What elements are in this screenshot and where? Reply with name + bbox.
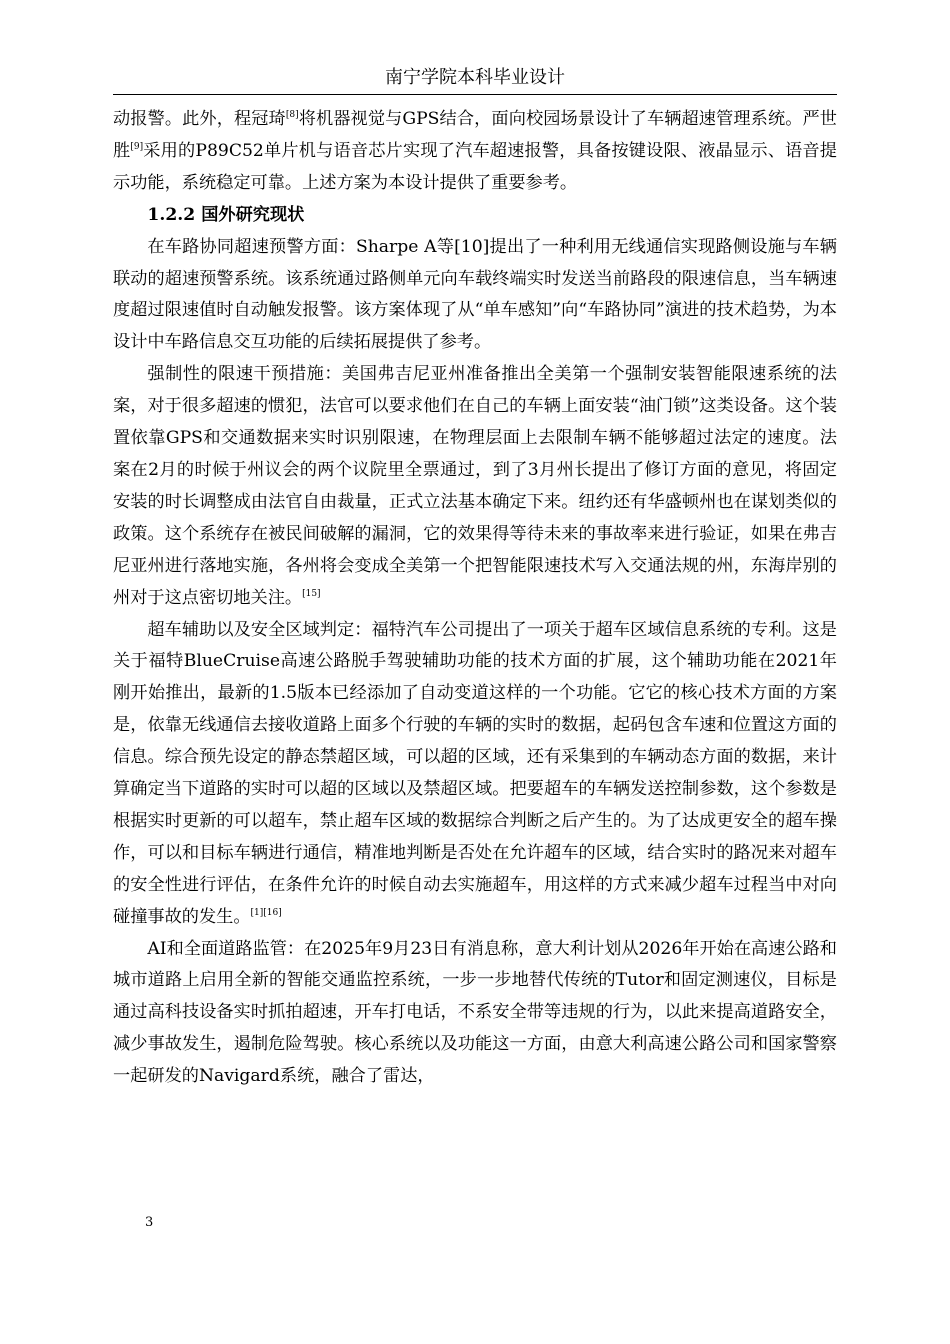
paragraph-v2x-warning [113, 232, 837, 360]
page-header-title: 南宁学院本科毕业设计 [385, 67, 565, 88]
citation-ref: [15] [302, 588, 321, 599]
document-body [113, 104, 837, 1093]
paragraph-ai-monitoring [113, 934, 837, 1094]
paragraph-domestic-continued [113, 104, 837, 200]
page-number: 3 [145, 1215, 154, 1230]
paragraph-speed-limit-enforcement [113, 359, 837, 614]
citation-ref: [1][16] [250, 907, 282, 918]
header-divider [113, 94, 837, 95]
paragraph-text: 超车辅助以及安全区域判定：福特汽车公司提出了一项关于超车区域信息系统的专利。这是关于福特BlueCruise高速公路脱手驾驶辅助功能的技术方面的扩展，这个辅助功能在2021年刚开始推出，最新的1.5版本已经添加了自动变道这样的一个功能。它它的核心技术方面的方案是，依靠无线通信去接收道路上面多个行驶的车辆的实时的数据，起码包含车速和位置这方面的信息。综合预先设定的静态禁超区域，可以超的区域，还有采集到的车辆动态方面的数据，来计算确定当下道路的实时可以超的区域以及禁超区域。把要超车的车辆发送控制参数，这个参数是根据实时更新的可以超车，禁止超车区域的数据综合判断之后产生的。为了达成更安全的超车操作，可以和目标车辆进行通信，精准地判断是否处在允许超车的区域，结合实时的路况来对超车的安全性进行评估，在条件允许的时候自动去实施超车，用这样的方式来减少超车过程当中对向碰撞事故的发生。 [113, 619, 837, 927]
paragraph-text: 动报警。此外，程冠琦 [113, 109, 286, 129]
paragraph-text: 采用的P89C52单片机与语音芯片实现了汽车超速报警，具备按键设限、液晶显示、语音提示功能，系统稳定可靠。上述方案为本设计提供了重要参考。 [113, 140, 837, 193]
paragraph-overtake-assist [113, 615, 837, 934]
citation-ref: [8] [285, 110, 299, 120]
paragraph-text: AI和全面道路监管：在2025年9月23日有消息称，意大利计划从2026年开始在高速公路和城市道路上启用全新的智能交通监控系统，一步一步地替代传统的Tutor和固定测速仪，目标是通过高科技设备实时抓拍超速，开车打电话，不系安全带等违规的行为，以此来提高道路安全，减少事故发生，遏制危险驾驶。核心系统以及功能这一方面，由意大利高速公路公司和国家警察一起研发的Navigard系统，融合了雷达， [113, 938, 837, 1087]
paragraph-text: 将机器视觉与GPS结合，面向校园场景设计了车辆超速管理系统。严世胜 [113, 109, 837, 161]
citation-ref: [9] [130, 141, 144, 152]
section-heading: 1.2.2 国外研究现状 [147, 204, 305, 225]
paragraph-text: 强制性的限速干预措施：美国弗吉尼亚州准备推出全美第一个强制安装智能限速系统的法案，对于很多超速的惯犯，法官可以要求他们在自己的车辆上面安装“油门锁”这类设备。这个装置依靠GPS和交通数据来实时识别限速，在物理层面上去限制车辆不能够超过法定的速度。法案在2月的时候于州议会的两个议院里全票通过，到了3月州长提出了修订方面的意见，将固定安装的时长调整成由法官自由裁量，正式立法基本确定下来。纽约还有华盛顿州也在谋划类似的政策。这个系统存在被民间破解的漏洞，它的效果得等待未来的事故率来进行验证，如果在弗吉尼亚州进行落地实施，各州将会变成全美第一个把智能限速技术写入交通法规的州，东海岸别的州对于这点密切地关注。 [113, 364, 837, 608]
paragraph-text: 在车路协同超速预警方面：Sharpe A等[10]提出了一种利用无线通信实现路侧设施与车辆联动的超速预警系统。该系统通过路侧单元向车载终端实时发送当前路段的限速信息，当车辆速度超过限速值时自动触发报警。该方案体现了从“单车感知”向“车路协同”演进的技术趋势，为本设计中车路信息交互功能的后续拓展提供了参考。 [113, 236, 837, 353]
